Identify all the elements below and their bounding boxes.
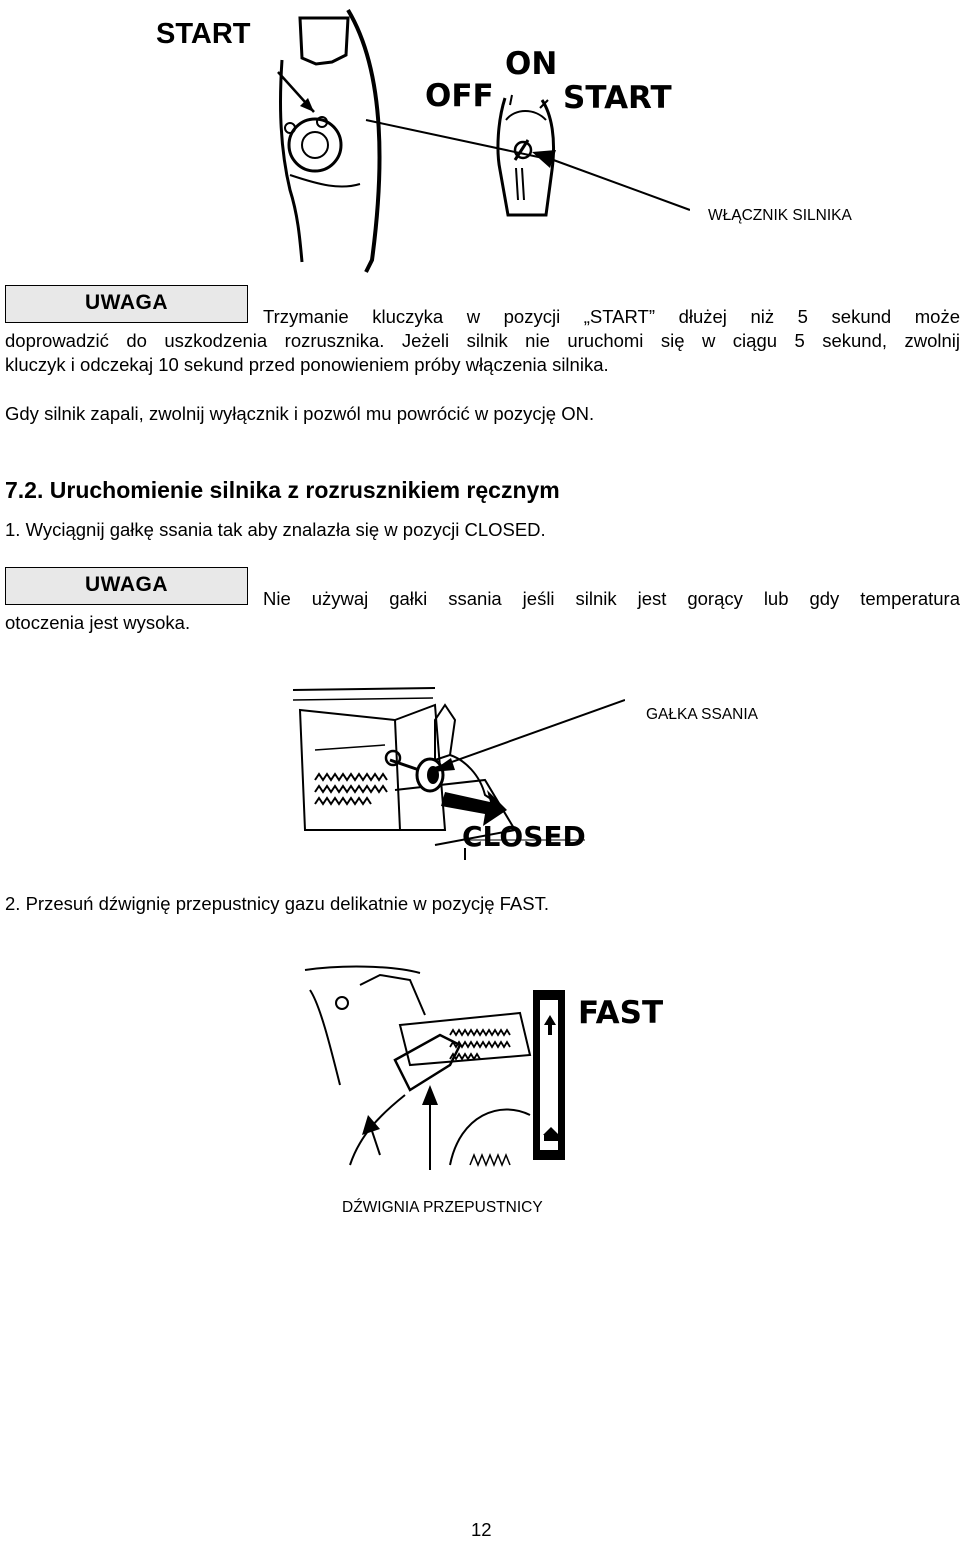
ignition-switch-illustration <box>260 0 690 280</box>
fast-label: FAST <box>578 995 664 1031</box>
on-label: ON <box>505 46 558 82</box>
step-2: 2. Przesuń dźwignię przepustnicy gazu delikatnie w pozycję FAST. <box>5 893 549 914</box>
start-label: START <box>156 18 251 50</box>
warning-text-line: doprowadzić do uszkodzenia rozrusznika. Jeżeli silnik nie uruchomi się w ciągu 5 sekund, zwolnij <box>5 330 960 351</box>
closed-label: CLOSED <box>462 820 586 853</box>
off-label: OFF <box>425 78 494 114</box>
page-number: 12 <box>471 1519 492 1540</box>
warning-badge: UWAGA <box>5 567 248 605</box>
ignition-switch-caption: WŁĄCZNIK SILNIKA <box>708 207 852 224</box>
warning-badge: UWAGA <box>5 285 248 323</box>
section-heading: 7.2. Uruchomienie silnika z rozrusznikiem ręcznym <box>5 477 560 503</box>
step-1: 1. Wyciągnij gałkę ssania tak aby znalazła się w pozycji CLOSED. <box>5 519 546 540</box>
switch-start-label: START <box>563 80 672 116</box>
warning-text-line: otoczenia jest wysoka. <box>5 612 191 633</box>
throttle-lever-caption: DŹWIGNIA PRZEPUSTNICY <box>342 1199 543 1216</box>
warning-text-line: Trzymanie kluczyka w pozycji „START” dłużej niż 5 sekund może <box>263 306 960 327</box>
warning-text-line: kluczyk i odczekaj 10 sekund przed ponowieniem próby włączenia silnika. <box>5 354 609 375</box>
paragraph: Gdy silnik zapali, zwolnij wyłącznik i pozwól mu powrócić w pozycję ON. <box>5 403 595 424</box>
choke-knob-caption: GAŁKA SSANIA <box>646 706 758 723</box>
warning-text-line: Nie używaj gałki ssania jeśli silnik jest gorący lub gdy temperatura <box>263 588 960 609</box>
